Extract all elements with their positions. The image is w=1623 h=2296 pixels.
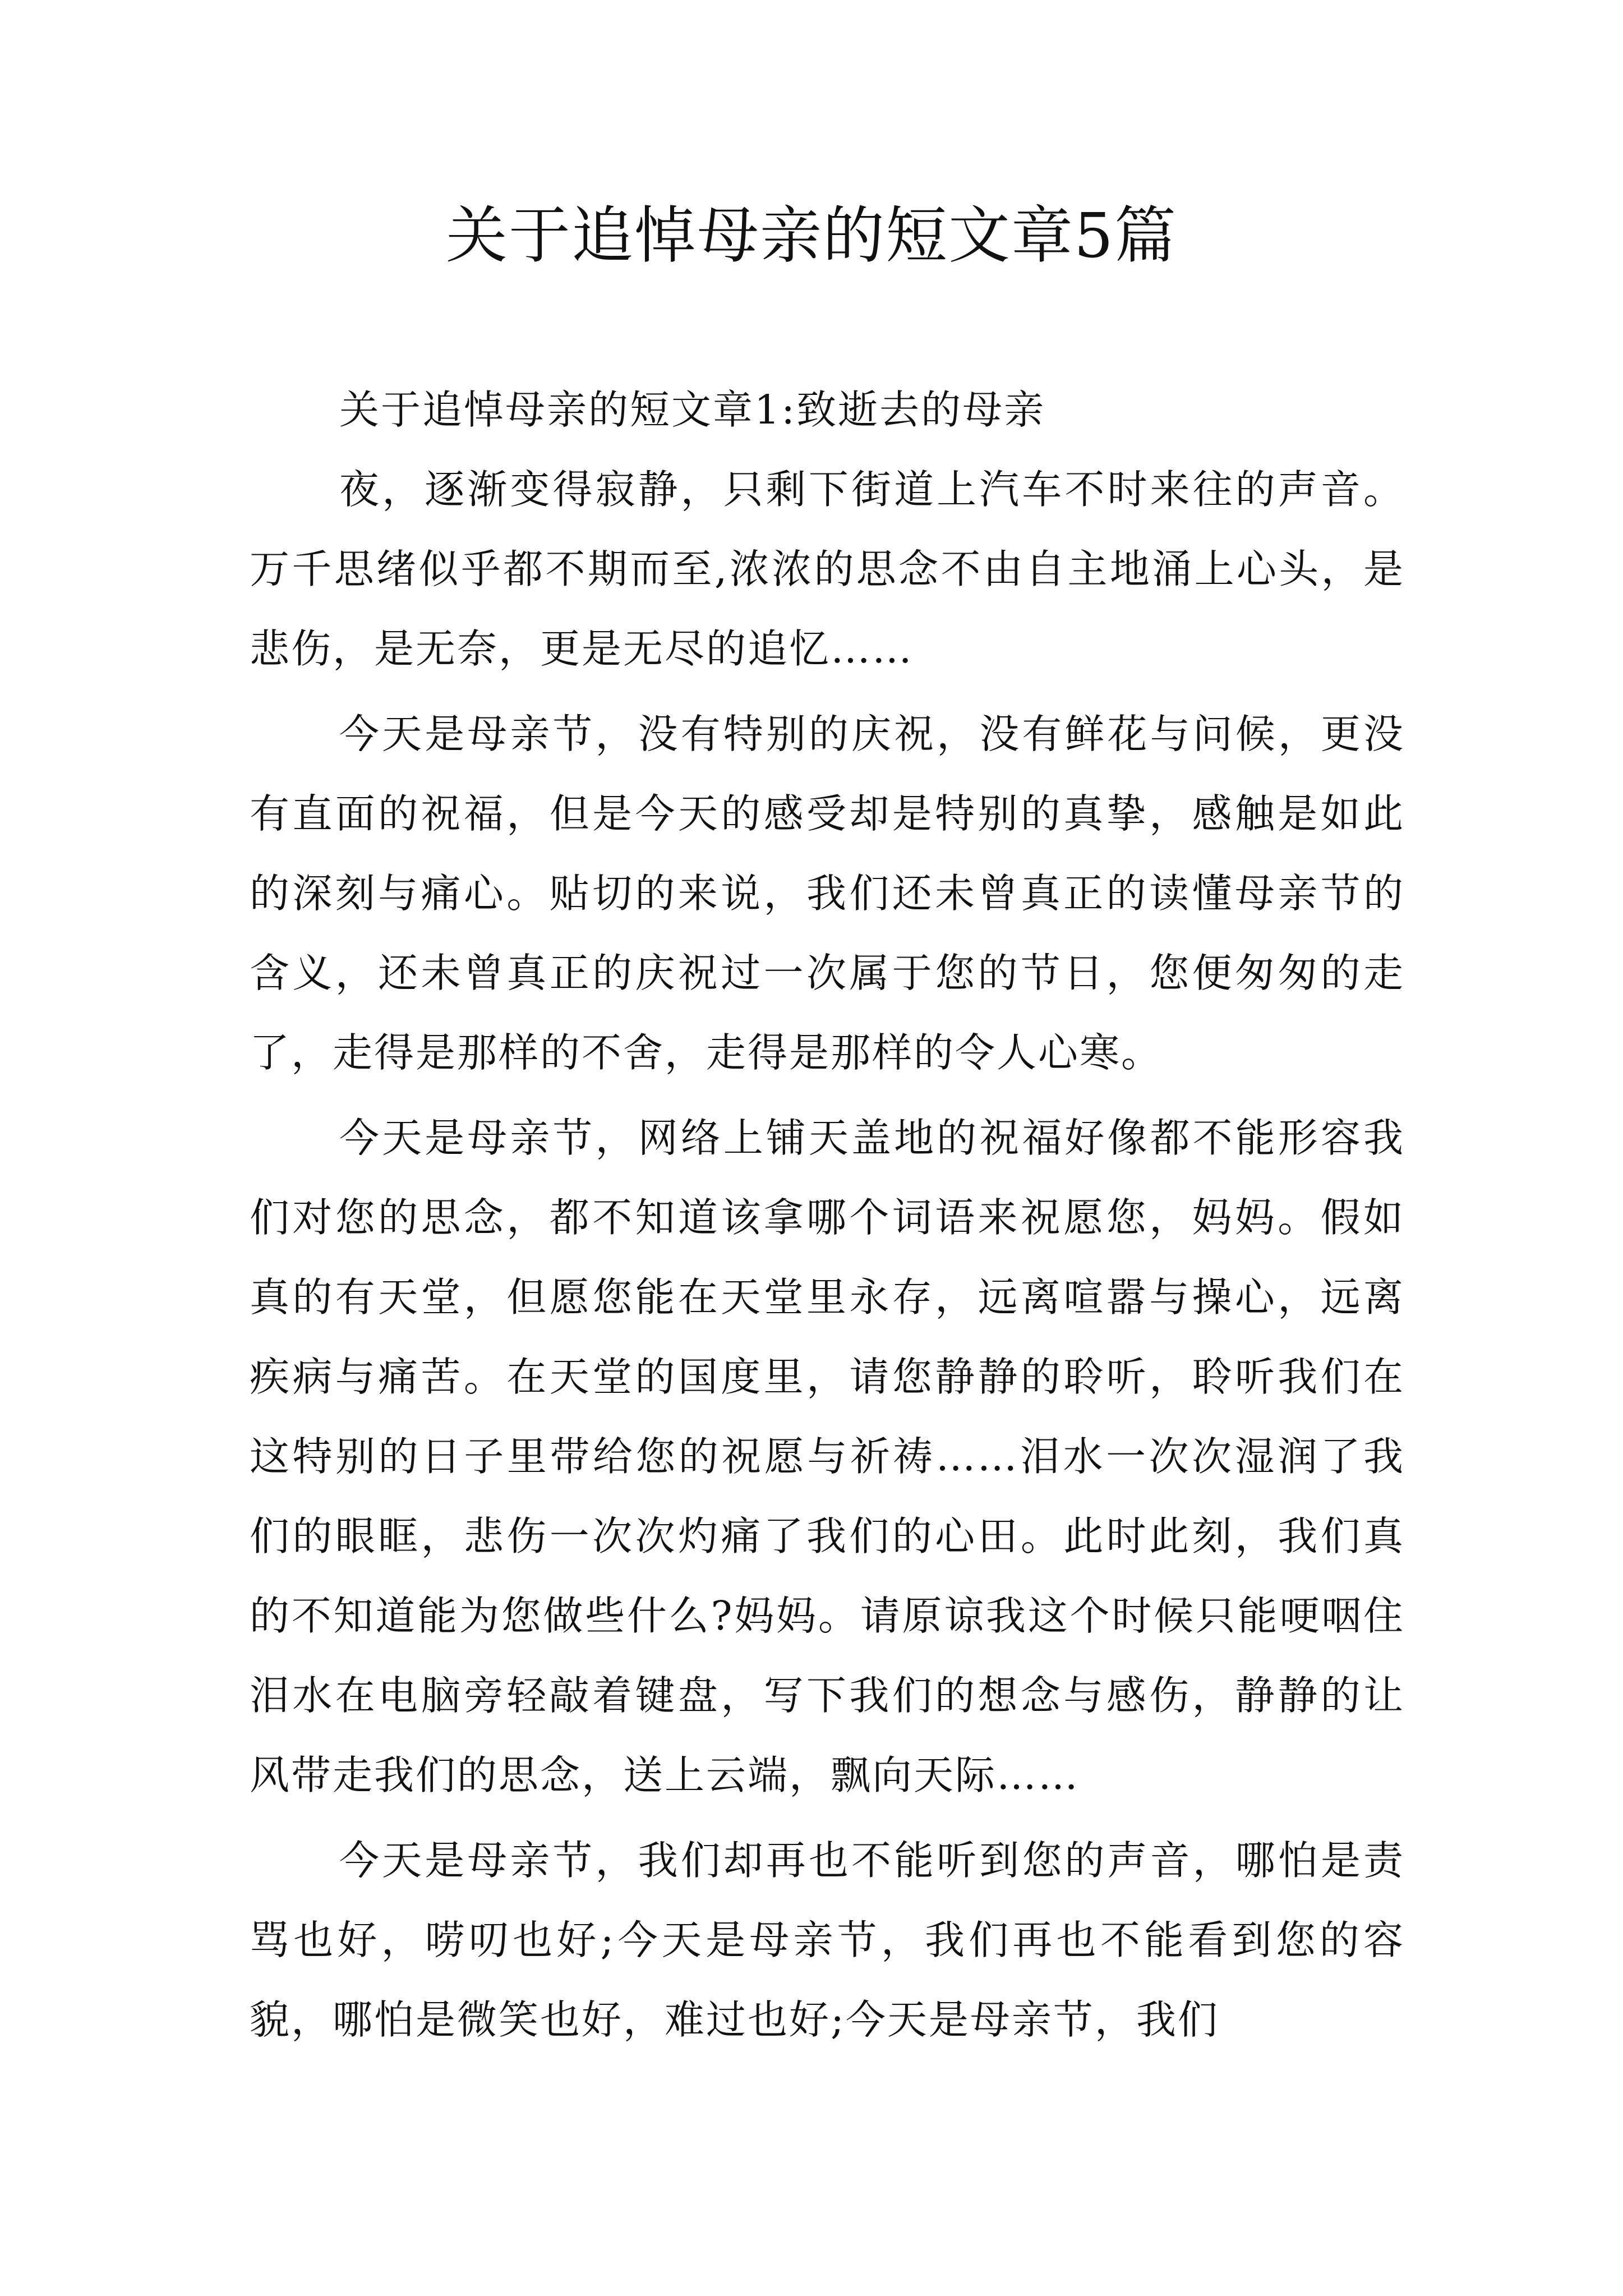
paragraph-3: 今天是母亲节，网络上铺天盖地的祝福好像都不能形容我们对您的思念，都不知道该拿哪个词语来祝愿您，妈妈。假如真的有天堂，但愿您能在天堂里永存，远离喧嚣与操心，远离疾病与痛苦。在天堂的国度里，请您静静的聆听，聆听我们在这特别的日子里带给您的祝愿与祈祷……泪水一次次湿润了我们的眼眶，悲伤一次次灼痛了我们的心田。此时此刻，我们真的不知道能为您做些什么?妈妈。请原谅我这个时候只能哽咽住泪水在电脑旁轻敲着键盘，写下我们的想念与感伤，静静的让风带走我们的思念，送上云端，飘向天际…… <box>250 1115 1405 1798</box>
paragraph-2: 今天是母亲节，没有特别的庆祝，没有鲜花与问候，更没有直面的祝福，但是今天的感受却是特别的真挚，感触是如此的深刻与痛心。贴切的来说，我们还未曾真正的读懂母亲节的含义，还未曾真正的庆祝过一次属于您的节日，您便匆匆的走了，走得是那样的不舍，走得是那样的令人心寒。 <box>250 711 1405 1076</box>
document-body <box>250 370 1405 2060</box>
paragraph-1: 夜，逐渐变得寂静，只剩下街道上汽车不时来往的声音。万千思绪似乎都不期而至,浓浓的思念不由自主地涌上心头，是悲伤，是无奈，更是无尽的追忆…… <box>250 466 1405 672</box>
document-title: 关于追悼母亲的短文章5篇 <box>446 200 1177 272</box>
paragraph-4: 今天是母亲节，我们却再也不能听到您的声音，哪怕是责骂也好，唠叨也好;今天是母亲节，我们再也不能看到您的容貌，哪怕是微笑也好，难过也好;今天是母亲节，我们 <box>250 1837 1405 2043</box>
section-heading: 关于追悼母亲的短文章1:致逝去的母亲 <box>339 386 1046 433</box>
